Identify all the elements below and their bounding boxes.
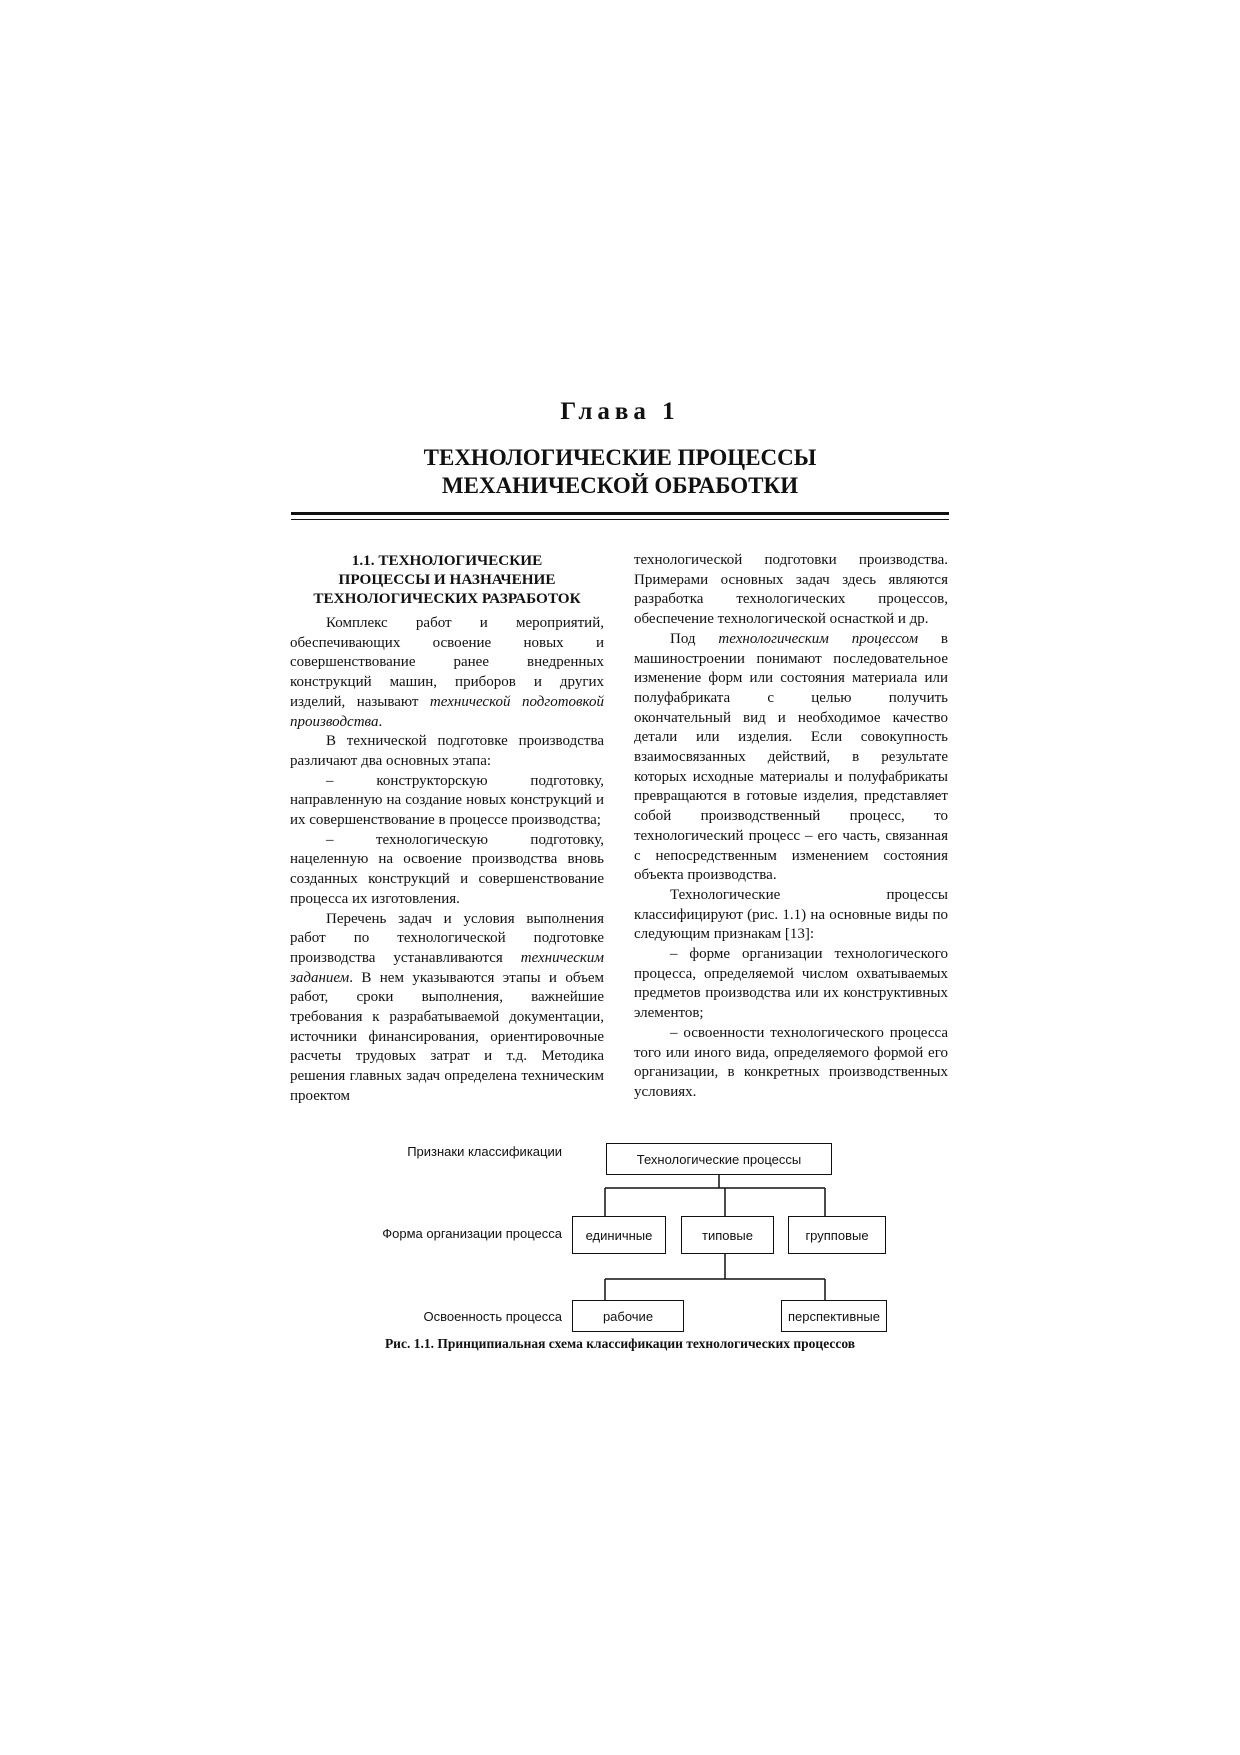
text-run: Комплекс работ и мероприятий, обеспечивающих освоение новых и совершенствование ранее внедренных конструкций машин, приборов и других изделий, называют <box>290 615 604 710</box>
section-heading-line-1: 1.1. ТЕХНОЛОГИЧЕСКИЕ <box>351 552 543 569</box>
chapter-label: Глава 1 <box>560 398 680 425</box>
chapter-title-line-1: ТЕХНОЛОГИЧЕСКИЕ ПРОЦЕССЫ <box>423 445 817 470</box>
paragraph <box>634 630 948 886</box>
text-run: . <box>378 713 383 730</box>
text-run: Перечень задач и условия выполнения работ по технологической подготовке производства устанавливаются <box>290 910 604 966</box>
box-mastery-1: рабочие <box>572 1300 684 1332</box>
right-column <box>634 551 948 1103</box>
section-heading-line-3: ТЕХНОЛОГИЧЕСКИХ РАЗРАБОТОК <box>313 590 581 607</box>
list-item: – технологическую подготовку, нацеленную на освоение производства вновь созданных конструкций и совершенствование процесса их изготовления. <box>290 831 604 907</box>
paragraph: технологической подготовки производства. Примерами основных задач здесь являются разработка технологических процессов, обеспечение технологической оснасткой и др. <box>634 552 948 628</box>
list-item: – освоенности технологического процесса того или иного вида, определяемого формой его организации, в конкретных производственных условиях. <box>634 1024 948 1100</box>
paragraph <box>290 614 604 732</box>
list-item: – конструкторскую подготовку, направленную на создание новых конструкций и их совершенствование в процессе производства; <box>290 772 604 829</box>
chapter-rule-thick <box>291 512 949 515</box>
chapter-title-line-2: МЕХАНИЧЕСКОЙ ОБРАБОТКИ <box>441 473 799 498</box>
italic-term: технологическим процессом <box>718 630 919 647</box>
classification-diagram <box>340 1138 900 1338</box>
box-org-2: типовые <box>681 1216 774 1254</box>
paragraph <box>290 910 604 1107</box>
section-heading-line-2: ПРОЦЕССЫ И НАЗНАЧЕНИЕ <box>338 571 556 588</box>
box-mastery-2: перспективные <box>781 1300 887 1332</box>
text-run: . В нем указываются этапы и объем работ, сроки выполнения, важнейшие требования к разрабатываемой документации, источники финансирования, ориентировочные расчеты трудовых затрат и т.д. Методика решения главных задач определена техническим проектом <box>290 969 604 1104</box>
paragraph: В технической подготовке производства различают два основных этапа: <box>290 733 604 769</box>
box-org-1: единичные <box>572 1216 666 1254</box>
text-run: в машиностроении понимают последовательное изменение форм или состояния материала или полуфабриката с целью получить окончательный вид и необходимое качество детали или изделия. Если совокупность взаимосвязанных действий, в результате которых исходные материалы и полуфабрикаты превращаются в готовые изделия, представляет собой производственный процесс, то технологический процесс – его часть, связанная с непосредственным изменением состояния объекта производства. <box>634 630 948 884</box>
figure-caption: Рис. 1.1. Принципиальная схема классификации технологических процессов <box>384 1336 856 1351</box>
chapter-title <box>290 444 950 500</box>
text-run: Под <box>670 630 719 647</box>
chapter-rule-thin <box>291 519 949 520</box>
row-label-classification: Признаки классификации <box>407 1144 562 1159</box>
section-heading <box>290 551 604 614</box>
italic-term: технической подготовкой производства <box>290 693 604 730</box>
list-item: – форме организации технологического процесса, определяемой числом охватываемых предметов производства или их конструктивных элементов; <box>634 946 948 1022</box>
row-label-organization: Форма организации процесса <box>382 1226 562 1241</box>
paragraph: Технологические процессы классифицируют (рис. 1.1) на основные виды по следующим признакам [13]: <box>634 886 948 943</box>
italic-term: техническим заданием <box>290 949 604 986</box>
box-root: Технологические процессы <box>606 1143 832 1175</box>
row-label-mastery: Освоенность процесса <box>423 1309 562 1324</box>
box-org-3: групповые <box>788 1216 886 1254</box>
left-column <box>290 551 604 1107</box>
